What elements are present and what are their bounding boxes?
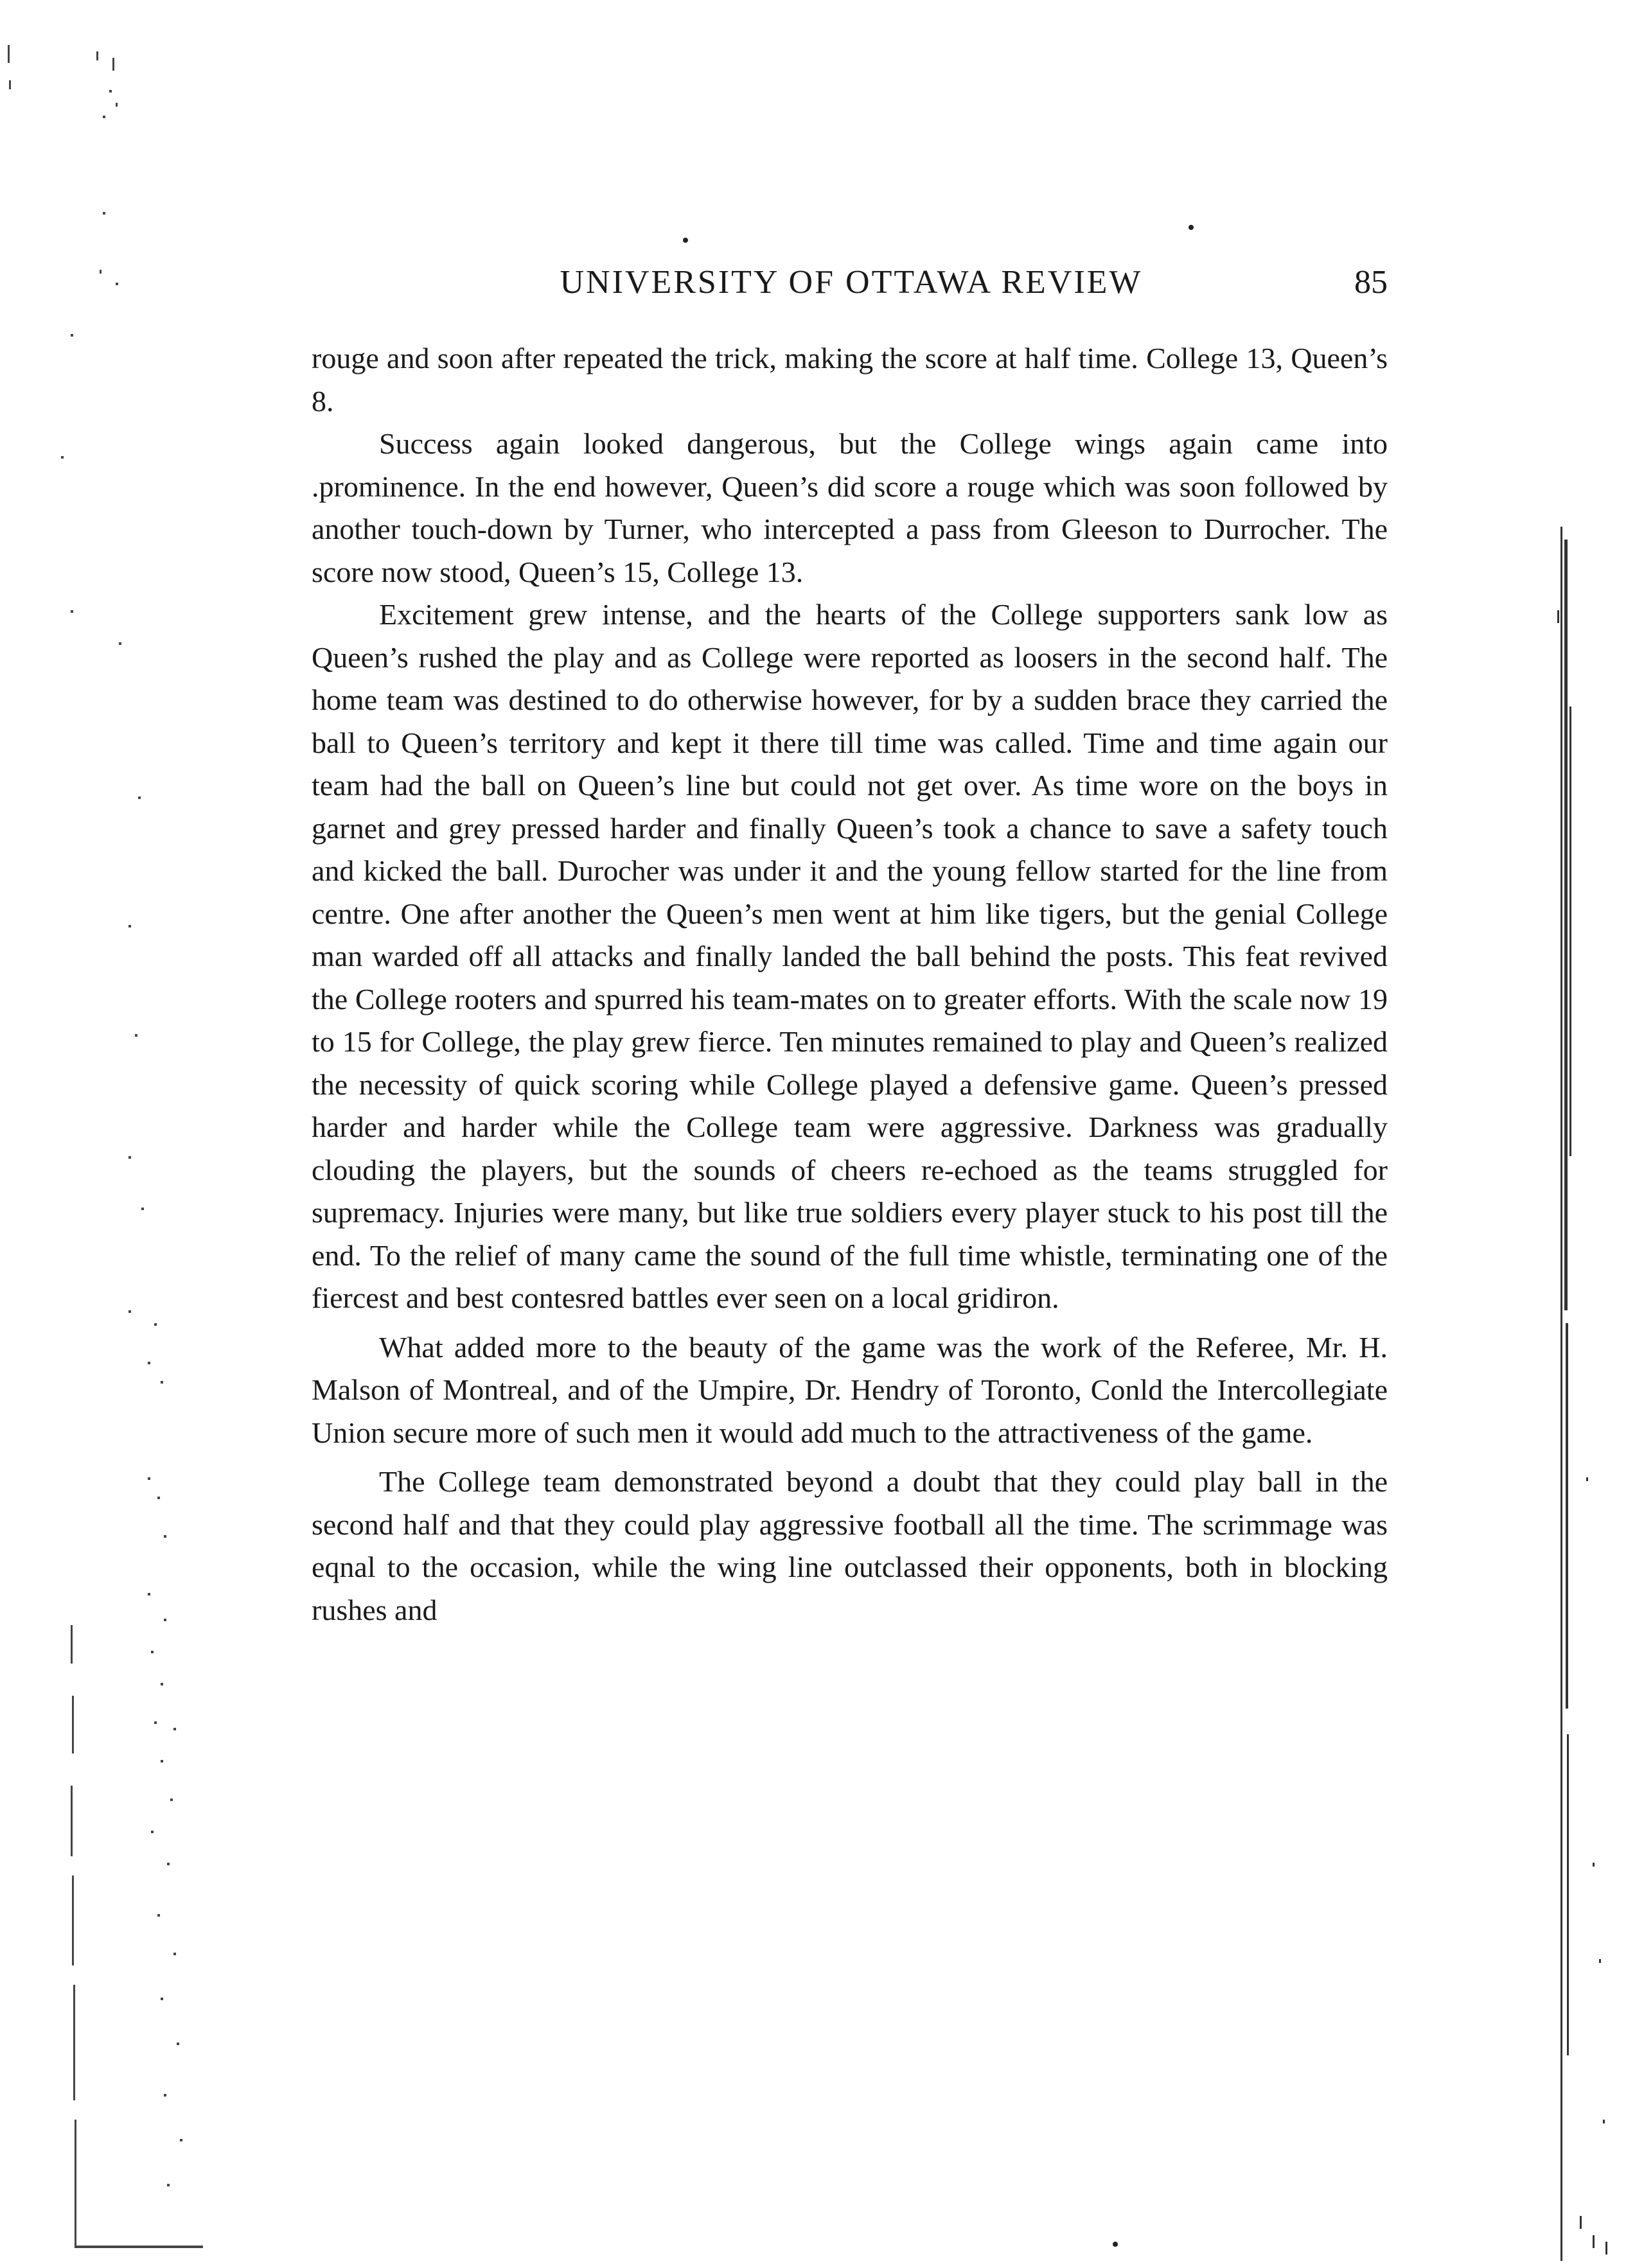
stray-mark [1113,2242,1118,2247]
right-binding-scan-edge [1541,0,1644,2268]
paragraph: What added more to the beauty of the game was the work of the Referee, Mr. H. Malson of Montreal, and of the Umpire, Dr. Hendry of Toronto, Conld the Intercollegiate Union secure more of such men it would add much to the attractiveness of the game. [312,1330,1388,1449]
running-title: UNIVERSITY OF OTTAWA REVIEW [560,264,1143,301]
paragraph: The College team demonstrated beyond a doubt that they could play ball in the second half and that they could play aggressive football all the time. The scrimmage was eqnal to the occasion, while the wing line outclassed their opponents, both in blocking rushes and [312,1465,1388,1626]
left-margin-scan-noise [0,0,212,2268]
stray-mark [683,238,688,243]
paragraph: Excitement grew intense, and the hearts of the College supporters sank low as Queen’s rushed the play and as College were reported as loosers in the second half. The home team was destined to do otherwise however, for by a sudden brace they carried the ball to Queen’s territory and kept it there till time was called. Time and time again our team had the ball on Queen’s line but could not get over. As time wore on the boys in garnet and grey pressed harder and finally Queen’s took a chance to save a safety touch and kicked the ball. Durocher was under it and the young fellow started for the line from centre. One after another the Queen’s men went at him like tigers, but the genial College man warded off all attacks and finally landed the ball behind the posts. This feat revived the College rooters and spurred his team-mates on to greater efforts. With the scale now 19 to 15 for College, the play grew fierce. Ten minutes remained to play and Queen’s realized the necessity of quick scoring while College played a defensive game. Queen’s pressed harder and harder while the College team were aggressive. Darkness was gradually clouding the players, but the sounds of cheers re-echoed as the teams struggled for supremacy. Injuries were many, but like true soldiers every player stuck to his post till the end. To the relief of many came the sound of the full time whistle, terminating one of the fiercest and best contesred battles ever seen on a local gridiron. [312,598,1388,1314]
running-head [312,257,1388,308]
paragraph: Success again looked dangerous, but the College wings again came into .prominence. In the end however, Queen’s did score a rouge which was soon followed by another touch-down by Turner, who intercepted a pass from Gleeson to Durrocher. The score now stood, Queen’s 15, College 13. [312,427,1388,588]
page-number: 85 [1354,264,1388,301]
stray-mark [1189,225,1194,230]
paragraph: rouge and soon after repeated the trick, making the score at half time. College 13, Queen’s 8. [312,342,1388,418]
article-body [312,337,1388,1631]
